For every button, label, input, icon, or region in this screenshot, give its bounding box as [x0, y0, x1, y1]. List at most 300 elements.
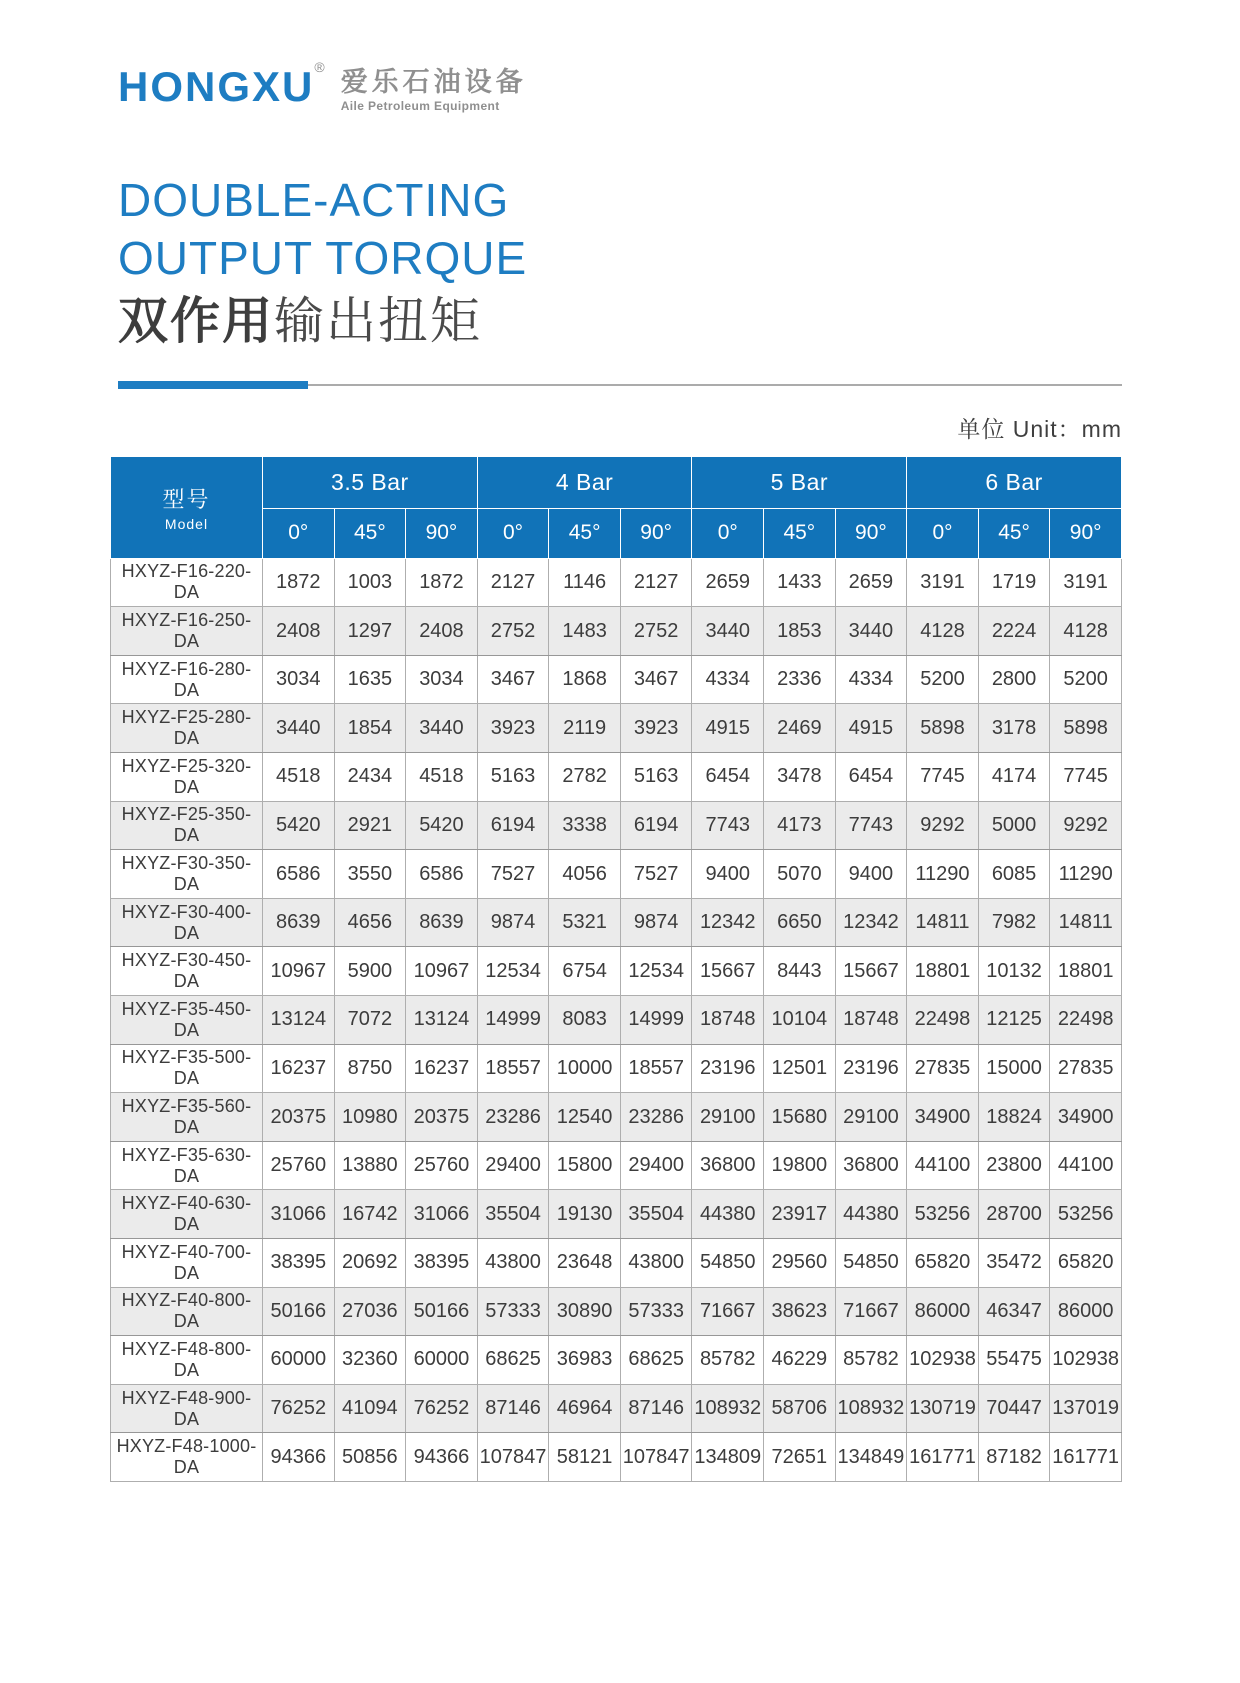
table-row [111, 558, 1122, 607]
value-cell: 19800 [764, 1141, 836, 1190]
value-cell: 3338 [549, 801, 621, 850]
value-cell: 15667 [692, 947, 764, 996]
value-cell: 4128 [1050, 607, 1122, 656]
value-cell: 87146 [477, 1384, 549, 1433]
value-cell: 70447 [978, 1384, 1050, 1433]
value-cell: 29100 [692, 1093, 764, 1142]
value-cell: 34900 [907, 1093, 979, 1142]
value-cell: 5321 [549, 898, 621, 947]
angle-row [111, 508, 1122, 558]
value-cell: 2469 [764, 704, 836, 753]
model-cell: HXYZ-F30-450-DA [111, 947, 263, 996]
value-cell: 14811 [907, 898, 979, 947]
value-cell: 87182 [978, 1433, 1050, 1482]
value-cell: 2800 [978, 655, 1050, 704]
value-cell: 2224 [978, 607, 1050, 656]
value-cell: 34900 [1050, 1093, 1122, 1142]
brand-wordmark [118, 59, 327, 110]
angle-header: 90° [1050, 508, 1122, 558]
value-cell: 46229 [764, 1336, 836, 1385]
value-cell: 6454 [835, 753, 907, 802]
value-cell: 2408 [406, 607, 478, 656]
value-cell: 55475 [978, 1336, 1050, 1385]
pressure-group-header: 4 Bar [477, 456, 692, 508]
angle-header: 45° [334, 508, 406, 558]
value-cell: 1719 [978, 558, 1050, 607]
value-cell: 86000 [1050, 1287, 1122, 1336]
value-cell: 7527 [477, 850, 549, 899]
value-cell: 3440 [692, 607, 764, 656]
value-cell: 1872 [406, 558, 478, 607]
value-cell: 16742 [334, 1190, 406, 1239]
value-cell: 14811 [1050, 898, 1122, 947]
value-cell: 22498 [1050, 996, 1122, 1045]
value-cell: 5163 [477, 753, 549, 802]
title-chinese-light: 输出扭矩 [274, 292, 482, 349]
table-row [111, 1044, 1122, 1093]
value-cell: 5898 [907, 704, 979, 753]
value-cell: 7745 [907, 753, 979, 802]
value-cell: 2119 [549, 704, 621, 753]
table-row [111, 1384, 1122, 1433]
title-chinese-bold: 双作用 [118, 292, 274, 349]
value-cell: 3034 [406, 655, 478, 704]
value-cell: 4656 [334, 898, 406, 947]
value-cell: 23800 [978, 1141, 1050, 1190]
value-cell: 54850 [692, 1239, 764, 1288]
value-cell: 9874 [620, 898, 692, 947]
value-cell: 46964 [549, 1384, 621, 1433]
model-cell: HXYZ-F40-800-DA [111, 1287, 263, 1336]
table-row [111, 947, 1122, 996]
value-cell: 3440 [406, 704, 478, 753]
value-cell: 7527 [620, 850, 692, 899]
value-cell: 50166 [406, 1287, 478, 1336]
model-cell: HXYZ-F40-630-DA [111, 1190, 263, 1239]
value-cell: 2336 [764, 655, 836, 704]
value-cell: 8639 [406, 898, 478, 947]
value-cell: 12534 [477, 947, 549, 996]
brand-subtitle [341, 66, 527, 113]
table-row [111, 801, 1122, 850]
table-row [111, 607, 1122, 656]
value-cell: 36800 [692, 1141, 764, 1190]
value-cell: 43800 [620, 1239, 692, 1288]
value-cell: 10967 [406, 947, 478, 996]
value-cell: 1853 [764, 607, 836, 656]
value-cell: 10967 [263, 947, 335, 996]
value-cell: 2782 [549, 753, 621, 802]
value-cell: 4915 [692, 704, 764, 753]
value-cell: 32360 [334, 1336, 406, 1385]
value-cell: 20375 [263, 1093, 335, 1142]
value-cell: 35504 [477, 1190, 549, 1239]
angle-header: 90° [406, 508, 478, 558]
value-cell: 38623 [764, 1287, 836, 1336]
brand-english-name: Aile Petroleum Equipment [340, 98, 500, 113]
table-row [111, 898, 1122, 947]
value-cell: 44100 [907, 1141, 979, 1190]
value-cell: 25760 [406, 1141, 478, 1190]
value-cell: 6194 [477, 801, 549, 850]
title-line-1: DOUBLE-ACTING [118, 173, 510, 226]
value-cell: 94366 [406, 1433, 478, 1482]
value-cell: 13124 [263, 996, 335, 1045]
value-cell: 20692 [334, 1239, 406, 1288]
value-cell: 15800 [549, 1141, 621, 1190]
value-cell: 130719 [907, 1384, 979, 1433]
model-cell: HXYZ-F30-350-DA [111, 850, 263, 899]
value-cell: 108932 [835, 1384, 907, 1433]
value-cell: 3923 [620, 704, 692, 753]
value-cell: 6586 [263, 850, 335, 899]
value-cell: 29400 [477, 1141, 549, 1190]
value-cell: 14999 [477, 996, 549, 1045]
value-cell: 4174 [978, 753, 1050, 802]
angle-header: 0° [907, 508, 979, 558]
value-cell: 134849 [835, 1433, 907, 1482]
value-cell: 4518 [263, 753, 335, 802]
value-cell: 102938 [907, 1336, 979, 1385]
page-title [118, 171, 1122, 351]
model-cell: HXYZ-F25-280-DA [111, 704, 263, 753]
angle-header: 0° [692, 508, 764, 558]
value-cell: 2752 [620, 607, 692, 656]
table-row [111, 1239, 1122, 1288]
value-cell: 22498 [907, 996, 979, 1045]
value-cell: 14999 [620, 996, 692, 1045]
value-cell: 23196 [835, 1044, 907, 1093]
value-cell: 3440 [263, 704, 335, 753]
value-cell: 94366 [263, 1433, 335, 1482]
value-cell: 65820 [1050, 1239, 1122, 1288]
value-cell: 85782 [692, 1336, 764, 1385]
unit-label: 单位 Unit：mm [957, 415, 1122, 442]
value-cell: 53256 [907, 1190, 979, 1239]
value-cell: 12125 [978, 996, 1050, 1045]
value-cell: 4334 [692, 655, 764, 704]
value-cell: 6085 [978, 850, 1050, 899]
model-cell: HXYZ-F16-280-DA [111, 655, 263, 704]
value-cell: 15680 [764, 1093, 836, 1142]
value-cell: 3191 [1050, 558, 1122, 607]
value-cell: 29560 [764, 1239, 836, 1288]
pressure-group-header: 3.5 Bar [263, 456, 478, 508]
value-cell: 4334 [835, 655, 907, 704]
value-cell: 10132 [978, 947, 1050, 996]
table-row [111, 1093, 1122, 1142]
value-cell: 18801 [1050, 947, 1122, 996]
value-cell: 5200 [1050, 655, 1122, 704]
brand-chinese-name: 爱乐石油设备 [340, 67, 527, 97]
value-cell: 38395 [263, 1239, 335, 1288]
value-cell: 68625 [477, 1336, 549, 1385]
table-row [111, 1141, 1122, 1190]
value-cell: 76252 [406, 1384, 478, 1433]
model-cell: HXYZ-F25-350-DA [111, 801, 263, 850]
value-cell: 3034 [263, 655, 335, 704]
value-cell: 1635 [334, 655, 406, 704]
table-row [111, 753, 1122, 802]
value-cell: 12342 [835, 898, 907, 947]
table-header [111, 456, 1122, 558]
value-cell: 2127 [620, 558, 692, 607]
value-cell: 54850 [835, 1239, 907, 1288]
angle-header: 0° [263, 508, 335, 558]
value-cell: 5900 [334, 947, 406, 996]
value-cell: 12342 [692, 898, 764, 947]
value-cell: 36983 [549, 1336, 621, 1385]
value-cell: 18748 [835, 996, 907, 1045]
model-cell: HXYZ-F35-450-DA [111, 996, 263, 1045]
value-cell: 2127 [477, 558, 549, 607]
model-cell: HXYZ-F35-630-DA [111, 1141, 263, 1190]
table-row [111, 850, 1122, 899]
pressure-group-header: 6 Bar [907, 456, 1122, 508]
title-chinese [118, 291, 1122, 351]
angle-header: 45° [549, 508, 621, 558]
value-cell: 107847 [620, 1433, 692, 1482]
value-cell: 10104 [764, 996, 836, 1045]
angle-header: 0° [477, 508, 549, 558]
value-cell: 41094 [334, 1384, 406, 1433]
value-cell: 35504 [620, 1190, 692, 1239]
value-cell: 15667 [835, 947, 907, 996]
value-cell: 31066 [406, 1190, 478, 1239]
value-cell: 18557 [620, 1044, 692, 1093]
model-cell: HXYZ-F16-250-DA [111, 607, 263, 656]
table-row [111, 704, 1122, 753]
value-cell: 35472 [978, 1239, 1050, 1288]
value-cell: 1433 [764, 558, 836, 607]
angle-header: 90° [620, 508, 692, 558]
model-column-header [111, 456, 263, 558]
title-line-2: OUTPUT TORQUE [118, 231, 528, 284]
value-cell: 68625 [620, 1336, 692, 1385]
value-cell: 3178 [978, 704, 1050, 753]
value-cell: 8443 [764, 947, 836, 996]
value-cell: 50166 [263, 1287, 335, 1336]
value-cell: 6586 [406, 850, 478, 899]
value-cell: 8750 [334, 1044, 406, 1093]
value-cell: 2659 [692, 558, 764, 607]
value-cell: 50856 [334, 1433, 406, 1482]
value-cell: 27835 [907, 1044, 979, 1093]
value-cell: 8083 [549, 996, 621, 1045]
angle-header: 90° [835, 508, 907, 558]
value-cell: 4173 [764, 801, 836, 850]
value-cell: 18801 [907, 947, 979, 996]
value-cell: 23196 [692, 1044, 764, 1093]
value-cell: 2921 [334, 801, 406, 850]
value-cell: 1872 [263, 558, 335, 607]
divider-accent-bar [118, 381, 308, 389]
value-cell: 5200 [907, 655, 979, 704]
brand-name: HONGXU [118, 63, 315, 110]
table-row [111, 1433, 1122, 1482]
value-cell: 5420 [263, 801, 335, 850]
value-cell: 27036 [334, 1287, 406, 1336]
value-cell: 11290 [1050, 850, 1122, 899]
value-cell: 2408 [263, 607, 335, 656]
value-cell: 71667 [835, 1287, 907, 1336]
angle-header: 45° [978, 508, 1050, 558]
value-cell: 7745 [1050, 753, 1122, 802]
value-cell: 16237 [406, 1044, 478, 1093]
value-cell: 18824 [978, 1093, 1050, 1142]
value-cell: 11290 [907, 850, 979, 899]
value-cell: 9292 [1050, 801, 1122, 850]
value-cell: 25760 [263, 1141, 335, 1190]
value-cell: 134809 [692, 1433, 764, 1482]
value-cell: 4518 [406, 753, 478, 802]
value-cell: 4915 [835, 704, 907, 753]
model-cell: HXYZ-F16-220-DA [111, 558, 263, 607]
value-cell: 10980 [334, 1093, 406, 1142]
section-divider [118, 381, 1122, 389]
page [110, 0, 1122, 1482]
value-cell: 12540 [549, 1093, 621, 1142]
value-cell: 85782 [835, 1336, 907, 1385]
table-row [111, 1190, 1122, 1239]
value-cell: 4128 [907, 607, 979, 656]
value-cell: 57333 [477, 1287, 549, 1336]
registered-trademark-icon: ® [314, 59, 327, 75]
value-cell: 137019 [1050, 1384, 1122, 1433]
value-cell: 44380 [835, 1190, 907, 1239]
value-cell: 19130 [549, 1190, 621, 1239]
value-cell: 23286 [477, 1093, 549, 1142]
value-cell: 23286 [620, 1093, 692, 1142]
value-cell: 5070 [764, 850, 836, 899]
value-cell: 72651 [764, 1433, 836, 1482]
value-cell: 58121 [549, 1433, 621, 1482]
value-cell: 36800 [835, 1141, 907, 1190]
value-cell: 107847 [477, 1433, 549, 1482]
value-cell: 3467 [477, 655, 549, 704]
model-cell: HXYZ-F30-400-DA [111, 898, 263, 947]
brand-logo [118, 59, 1122, 113]
model-cell: HXYZ-F35-560-DA [111, 1093, 263, 1142]
model-header-en: Model [164, 515, 209, 532]
value-cell: 31066 [263, 1190, 335, 1239]
table-row [111, 1336, 1122, 1385]
value-cell: 2752 [477, 607, 549, 656]
value-cell: 7743 [692, 801, 764, 850]
value-cell: 58706 [764, 1384, 836, 1433]
value-cell: 1003 [334, 558, 406, 607]
value-cell: 6754 [549, 947, 621, 996]
model-cell: HXYZ-F48-800-DA [111, 1336, 263, 1385]
value-cell: 7743 [835, 801, 907, 850]
model-cell: HXYZ-F25-320-DA [111, 753, 263, 802]
table-row [111, 655, 1122, 704]
value-cell: 13880 [334, 1141, 406, 1190]
value-cell: 18748 [692, 996, 764, 1045]
angle-header: 45° [764, 508, 836, 558]
value-cell: 10000 [549, 1044, 621, 1093]
value-cell: 2659 [835, 558, 907, 607]
value-cell: 108932 [692, 1384, 764, 1433]
value-cell: 30890 [549, 1287, 621, 1336]
value-cell: 3440 [835, 607, 907, 656]
table-row [111, 996, 1122, 1045]
value-cell: 8639 [263, 898, 335, 947]
value-cell: 4056 [549, 850, 621, 899]
value-cell: 65820 [907, 1239, 979, 1288]
model-cell: HXYZ-F35-500-DA [111, 1044, 263, 1093]
value-cell: 60000 [263, 1336, 335, 1385]
value-cell: 9400 [835, 850, 907, 899]
value-cell: 5898 [1050, 704, 1122, 753]
value-cell: 60000 [406, 1336, 478, 1385]
value-cell: 1483 [549, 607, 621, 656]
value-cell: 6650 [764, 898, 836, 947]
value-cell: 6454 [692, 753, 764, 802]
model-header-cn: 型号 [162, 486, 211, 512]
value-cell: 29400 [620, 1141, 692, 1190]
value-cell: 44380 [692, 1190, 764, 1239]
pressure-group-header: 5 Bar [692, 456, 907, 508]
model-cell: HXYZ-F40-700-DA [111, 1239, 263, 1288]
value-cell: 5163 [620, 753, 692, 802]
value-cell: 12501 [764, 1044, 836, 1093]
value-cell: 15000 [978, 1044, 1050, 1093]
value-cell: 87146 [620, 1384, 692, 1433]
table-body [111, 558, 1122, 1481]
value-cell: 53256 [1050, 1190, 1122, 1239]
value-cell: 86000 [907, 1287, 979, 1336]
value-cell: 6194 [620, 801, 692, 850]
value-cell: 43800 [477, 1239, 549, 1288]
value-cell: 9874 [477, 898, 549, 947]
table-row [111, 1287, 1122, 1336]
value-cell: 161771 [907, 1433, 979, 1482]
model-cell: HXYZ-F48-1000-DA [111, 1433, 263, 1482]
value-cell: 13124 [406, 996, 478, 1045]
value-cell: 57333 [620, 1287, 692, 1336]
value-cell: 9292 [907, 801, 979, 850]
value-cell: 18557 [477, 1044, 549, 1093]
value-cell: 7072 [334, 996, 406, 1045]
value-cell: 5420 [406, 801, 478, 850]
pressure-group-row [111, 456, 1122, 508]
value-cell: 27835 [1050, 1044, 1122, 1093]
model-cell: HXYZ-F48-900-DA [111, 1384, 263, 1433]
value-cell: 1854 [334, 704, 406, 753]
value-cell: 2434 [334, 753, 406, 802]
value-cell: 3467 [620, 655, 692, 704]
value-cell: 3191 [907, 558, 979, 607]
value-cell: 16237 [263, 1044, 335, 1093]
value-cell: 23917 [764, 1190, 836, 1239]
value-cell: 71667 [692, 1287, 764, 1336]
value-cell: 76252 [263, 1384, 335, 1433]
value-cell: 1297 [334, 607, 406, 656]
value-cell: 1146 [549, 558, 621, 607]
torque-table [110, 456, 1122, 1482]
value-cell: 9400 [692, 850, 764, 899]
value-cell: 3478 [764, 753, 836, 802]
value-cell: 5000 [978, 801, 1050, 850]
value-cell: 29100 [835, 1093, 907, 1142]
value-cell: 1868 [549, 655, 621, 704]
value-cell: 23648 [549, 1239, 621, 1288]
value-cell: 7982 [978, 898, 1050, 947]
value-cell: 38395 [406, 1239, 478, 1288]
value-cell: 161771 [1050, 1433, 1122, 1482]
value-cell: 3550 [334, 850, 406, 899]
